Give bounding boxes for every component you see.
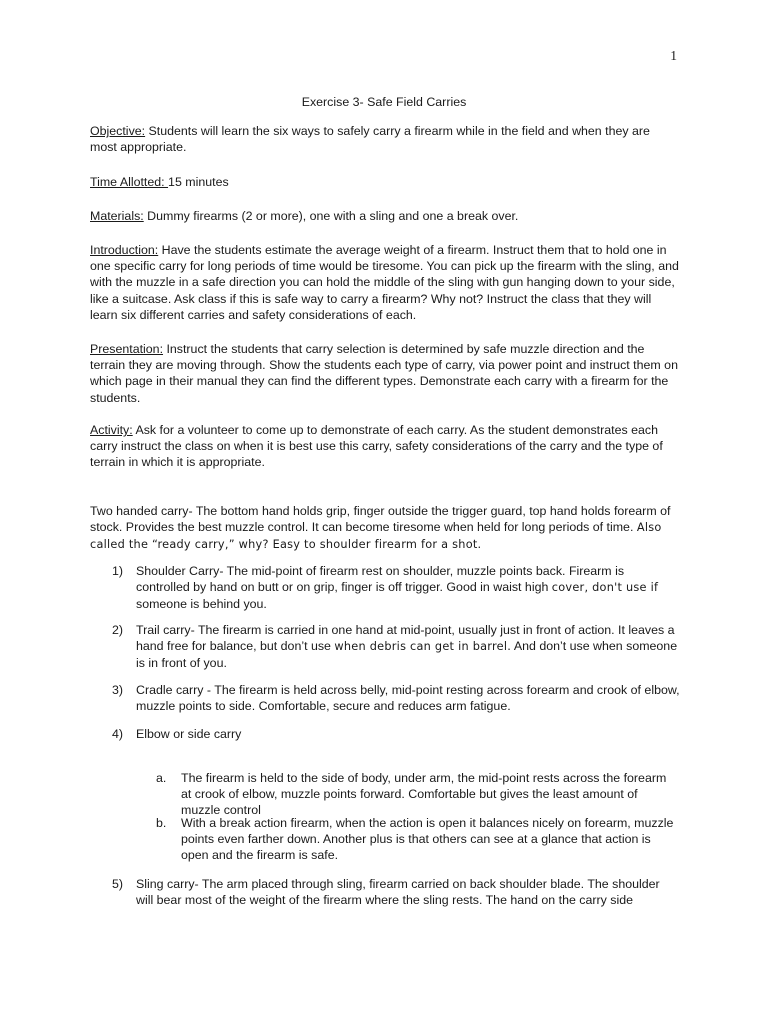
- list-item-text: Shoulder Carry- The mid-point of firearm rest on shoulder, muzzle points back. Firearm is controlled by hand on butt or on grip, finger is off trigger. Good in waist high cover, don't use if someone is behind you.: [136, 564, 659, 612]
- trail-carry-item: [112, 622, 680, 672]
- time-allotted-label: Time Allotted:: [90, 175, 169, 189]
- time-allotted-paragraph: [90, 174, 680, 190]
- list-number: 4): [112, 727, 124, 741]
- materials-text: Dummy firearms (2 or more), one with a sling and one a break over.: [143, 209, 519, 223]
- list-item-text: Sling carry- The arm placed through sling, firearm carried on back shoulder blade. The shoulder will bear most of the weight of the firearm where the sling rests. The hand on the carry side: [136, 877, 660, 908]
- cradle-carry-item: [112, 682, 680, 714]
- two-handed-carry-text: Two handed carry- The bottom hand holds grip, finger outside the trigger guard, top hand holds forearm of stock. Provides the best muzzle control. It can become tiresome when held for long periods of time.: [90, 504, 671, 535]
- elbow-carry-subitem-b: [156, 815, 680, 864]
- presentation-label: Presentation:: [90, 342, 164, 356]
- elbow-carry-subitem-a: [156, 770, 680, 819]
- sublist-letter: a.: [156, 771, 167, 785]
- presentation-text: Instruct the students that carry selection is determined by safe muzzle direction and the terrain they are moving through. Show the students each type of carry, via power point and instruct them on which page in their manual they can find the different types. Demonstrate each carry with a firearm for the students.: [90, 342, 678, 405]
- sublist-item-text: With a break action firearm, when the action is open it balances nicely on forearm, muzzle points even farther down. Another plus is that others can see at a glance that action is open and the firearm is safe.: [181, 816, 674, 863]
- introduction-paragraph: [90, 242, 680, 323]
- list-item-text: Trail carry- The firearm is carried in one hand at mid-point, usually just in front of action. It leaves a hand free for balance, but don’t use when debris can get in barrel. And don’t use when someone is in front of you.: [136, 623, 678, 671]
- exercise-title: Exercise 3- Safe Field Carries: [301, 95, 467, 109]
- introduction-text: Have the students estimate the average weight of a firearm. Instruct them that to hold one in one specific carry for long periods of time would be tiresome. You can pick up the firearm with the sling, and with the muzzle in a safe direction you can hold the middle of the sling with gun hanging down to your side, like a suitcase. Ask class if this is safe way to carry a firearm? Why not? Instruct the class that they will learn six different carries and safety considerations of each.: [90, 243, 679, 322]
- list-number: 2): [112, 623, 124, 637]
- objective-label: Objective:: [90, 124, 146, 138]
- objective-paragraph: [90, 123, 680, 155]
- introduction-label: Introduction:: [90, 243, 159, 257]
- activity-text: Ask for a volunteer to come up to demonstrate of each carry. As the student demonstrates each carry instruct the class on when it is best use this carry, safety considerations of the carry and the type of terrain in which it is appropriate.: [90, 423, 663, 470]
- list-number: 1): [112, 564, 124, 578]
- sublist-item-text: The firearm is held to the side of body, under arm, the mid-point rests across the forearm at crook of elbow, muzzle points forward. Comfortable but gives the least amount of muzzle control: [181, 771, 667, 818]
- time-allotted-text: 15 minutes: [168, 175, 229, 189]
- sublist-letter: b.: [156, 816, 167, 830]
- materials-paragraph: [90, 208, 680, 224]
- elbow-carry-item: [112, 726, 680, 742]
- objective-text: Students will learn the six ways to safely carry a firearm while in the field and when they are most appropriate.: [90, 124, 650, 155]
- shoulder-carry-item: [112, 563, 680, 613]
- list-item-text: Elbow or side carry: [136, 727, 242, 741]
- list-number: 5): [112, 877, 124, 891]
- list-item-text: Cradle carry - The firearm is held across belly, mid-point resting across forearm and crook of elbow, muzzle points to side. Comfortable, secure and reduces arm fatigue.: [136, 683, 680, 714]
- activity-paragraph: [90, 422, 680, 471]
- activity-label: Activity:: [90, 423, 133, 437]
- two-handed-carry-paragraph: [90, 503, 680, 554]
- page-number: 1: [670, 48, 677, 63]
- presentation-paragraph: [90, 341, 680, 406]
- materials-label: Materials:: [90, 209, 144, 223]
- two-handed-carry-note: Also called the “ready carry,” why? Easy to shoulder firearm for a shot.: [90, 521, 662, 552]
- sling-carry-item: [112, 876, 680, 908]
- list-number: 3): [112, 683, 124, 697]
